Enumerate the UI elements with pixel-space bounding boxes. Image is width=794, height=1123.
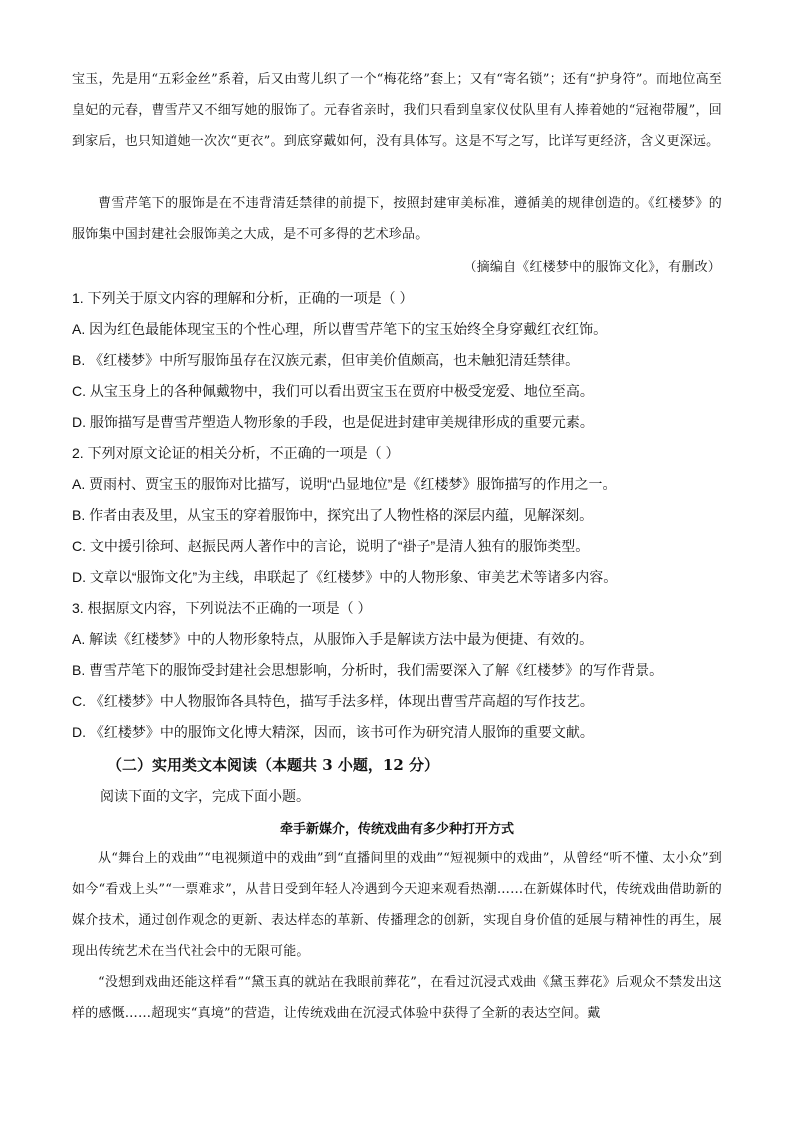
question-2-option-b: B. 作者由表及里，从宝玉的穿着服饰中，探究出了人物性格的深层内蕴，见解深刻。: [72, 507, 594, 523]
section-instruction: 阅读下面的文字，完成下面小题。: [100, 788, 310, 804]
section-heading: （二）实用类文本阅读（本题共 3 小题，12 分）: [107, 756, 439, 774]
question-2-option-d: D. 文章以“服饰文化”为主线，串联起了《红楼梦》中的人物形象、审美艺术等诸多内容。: [72, 569, 618, 585]
question-3-option-d: D. 《红楼梦》中的服饰文化博大精深，因而，该书可作为研究清人服饰的重要文献。: [72, 724, 594, 740]
article-paragraph-2: “没想到戏曲还能这样看”“黛玉真的就站在我眼前葬花”，在看过沉浸式戏曲《黛玉葬花》后观众不禁发出这样的感慨……超现实“真境”的营造，让传统戏曲在沉浸式体验中获得了全新的表达空间。戴: [72, 975, 722, 1021]
question-1-option-b: B. 《红楼梦》中所写服饰虽存在汉族元素，但审美价值颇高，也未触犯清廷禁律。: [72, 352, 580, 368]
question-1-option-d: D. 服饰描写是曹雪芹塑造人物形象的手段，也是促进封建审美规律形成的重要元素。: [72, 414, 594, 430]
article-paragraph-1: 从“舞台上的戏曲”“电视频道中的戏曲”到“直播间里的戏曲”“短视频中的戏曲”，从曾经“听不懂、太小众”到如今“看戏上头”“一票难求”，从昔日受到年轻人冷遇到今天迎来观看热潮……在新媒体时代，传统戏曲借助新的媒介技术，通过创作观念的更新、表达样态的革新、传播理念的创新，实现自身价值的延展与精神性的再生，展现出传统艺术在当代社会中的无限可能。: [72, 851, 722, 959]
question-1-option-a: A. 因为红色最能体现宝玉的个性心理，所以曹雪芹笔下的宝玉始终全身穿戴红衣红饰。: [72, 321, 608, 337]
passage-paragraph-conclusion: 曹雪芹笔下的服饰是在不违背清廷禁律的前提下，按照封建审美标准，遵循美的规律创造的。《红楼梦》的服饰集中国封建社会服饰美之大成，是不可多得的艺术珍品。: [72, 196, 722, 242]
question-1-stem: 1. 下列关于原文内容的理解和分析，正确的一项是（ ）: [72, 290, 414, 306]
passage-paragraph-continued: 宝玉，先是用“五彩金丝”系着，后又由莺儿织了一个“梅花络”套上；又有“寄名锁”；还有“护身符”。而地位高至皇妃的元春，曹雪芹又不细写她的服饰了。元春省亲时，我们只看到皇家仪仗队里有人捧着她的“冠袍带履”，回到家后，也只知道她一次次“更衣”。到底穿戴如何，没有具体写。这是不写之写，比详写更经济，含义更深远。: [72, 72, 722, 149]
question-2-stem: 2. 下列对原文论证的相关分析，不正确的一项是（ ）: [72, 445, 400, 461]
article-title: 牵手新媒介，传统戏曲有多少种打开方式: [279, 822, 514, 837]
question-3-option-b: B. 曹雪芹笔下的服饰受封建社会思想影响，分析时，我们需要深入了解《红楼梦》的写作背景。: [72, 662, 664, 678]
question-2-option-a: A. 贾雨村、贾宝玉的服饰对比描写，说明“凸显地位”是《红楼梦》服饰描写的作用之一。: [72, 476, 617, 492]
passage-source-citation: （摘编自《红楼梦中的服饰文化》，有删改）: [463, 260, 721, 275]
question-1-option-c: C. 从宝玉身上的各种佩戴物中，我们可以看出贾宝玉在贾府中极受宠爱、地位至高。: [72, 383, 594, 399]
question-2-option-c: C. 文中援引徐珂、赵振民两人著作中的言论，说明了“褂子”是清人独有的服饰类型。: [72, 538, 590, 554]
question-3-option-c: C. 《红楼梦》中人物服饰各具特色，描写手法多样，体现出曹雪芹高超的写作技艺。: [72, 693, 594, 709]
question-3-option-a: A. 解读《红楼梦》中的人物形象特点，从服饰入手是解读方法中最为便捷、有效的。: [72, 631, 594, 647]
question-3-stem: 3. 根据原文内容，下列说法不正确的一项是（ ）: [72, 600, 372, 616]
